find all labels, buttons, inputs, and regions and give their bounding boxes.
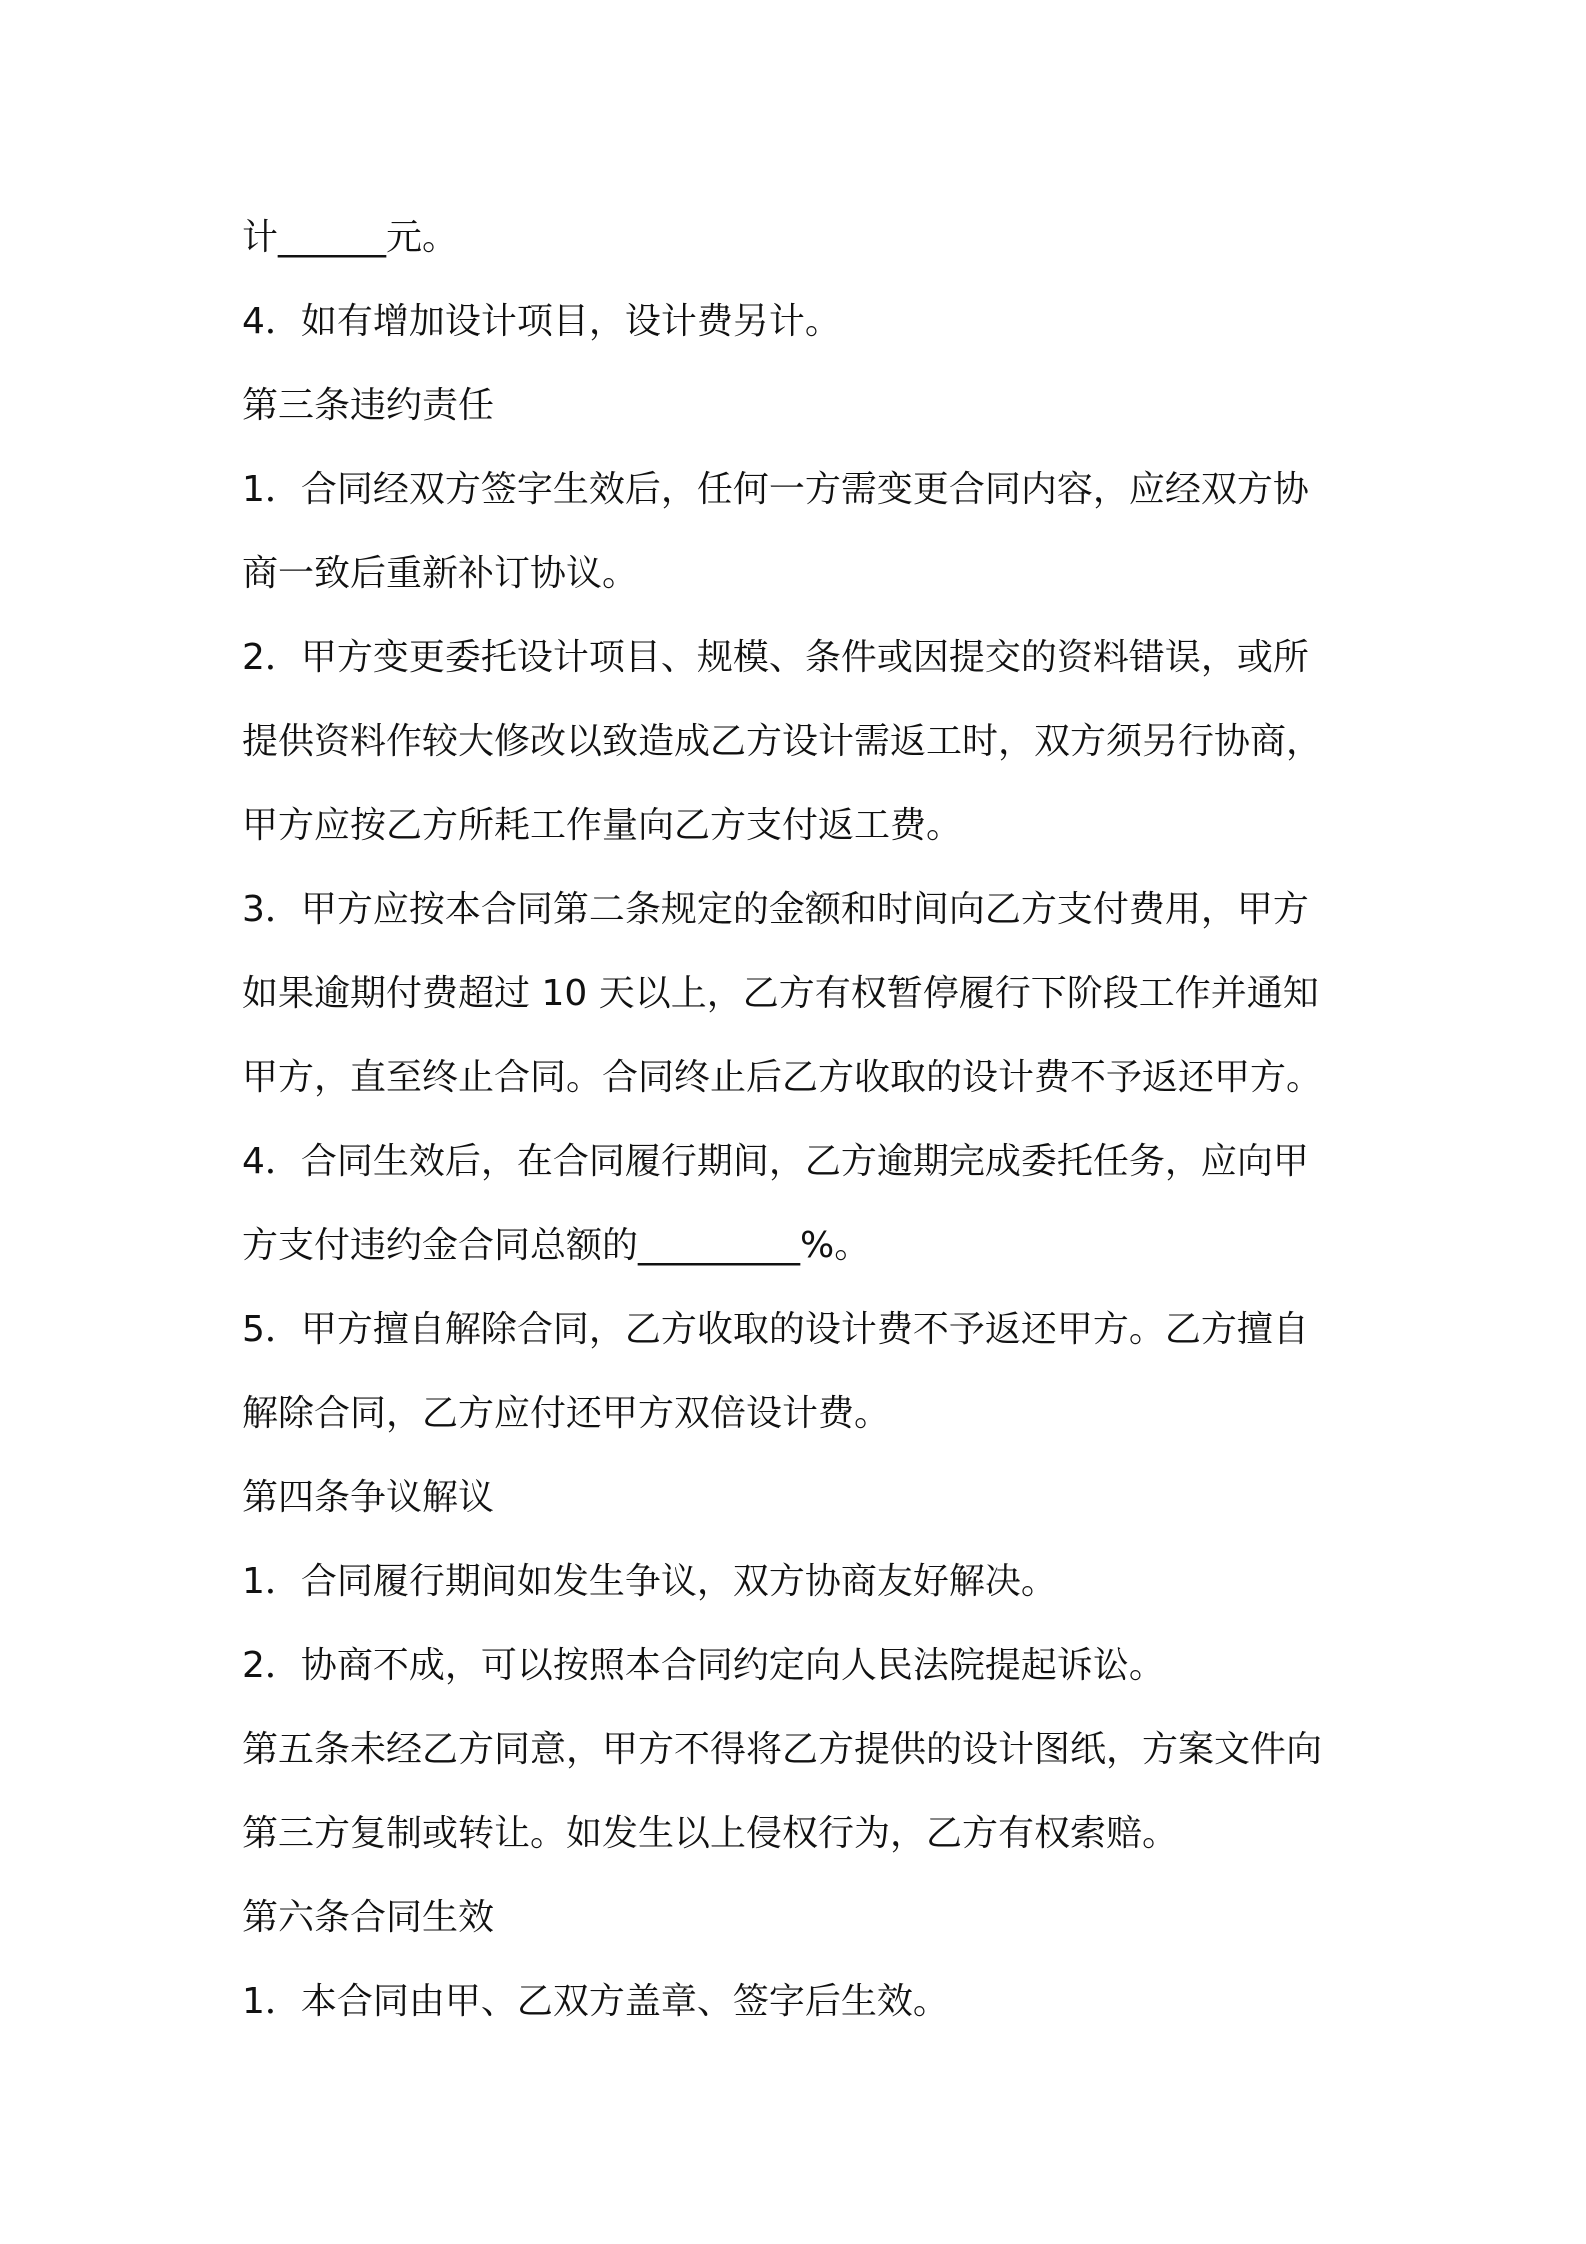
text-line: 甲方，直至终止合同。合同终止后乙方收取的设计费不予返还甲方。 [242,1057,1323,1098]
text-line: 商一致后重新补订协议。 [242,553,639,594]
text-line: 4．如有增加设计项目，设计费另计。 [242,301,841,342]
text-line: 1．本合同由甲、乙双方盖章、签字后生效。 [242,1981,949,2022]
text-line: 计______元。 [242,217,459,258]
section-heading: 第六条合同生效 [242,1897,495,1938]
text-line: 解除合同，乙方应付还甲方双倍设计费。 [242,1393,891,1434]
text-line: 甲方应按乙方所耗工作量向乙方支付返工费。 [242,805,963,846]
text-line: 如果逾期付费超过 10 天以上，乙方有权暂停履行下阶段工作并通知 [242,973,1319,1014]
text-line: 2．协商不成，可以按照本合同约定向人民法院提起诉讼。 [242,1645,1165,1686]
text-line: 1．合同履行期间如发生争议，双方协商友好解决。 [242,1561,1057,1602]
section-heading: 第三条违约责任 [242,385,495,426]
text-line: 1．合同经双方签字生效后，任何一方需变更合同内容，应经双方协 [242,469,1309,510]
text-line: 2．甲方变更委托设计项目、规模、条件或因提交的资料错误，或所 [242,637,1309,678]
section-heading: 第四条争议解议 [242,1477,495,1518]
text-line: 方支付违约金合同总额的_________%。 [242,1225,871,1266]
text-line: 4．合同生效后，在合同履行期间，乙方逾期完成委托任务，应向甲 [242,1141,1309,1182]
text-line: 第五条未经乙方同意，甲方不得将乙方提供的设计图纸，方案文件向 [242,1729,1323,1770]
text-line: 第三方复制或转让。如发生以上侵权行为，乙方有权索赔。 [242,1813,1179,1854]
document-body [242,196,1354,2044]
text-line: 提供资料作较大修改以致造成乙方设计需返工时，双方须另行协商， [242,721,1323,762]
text-line: 3．甲方应按本合同第二条规定的金额和时间向乙方支付费用，甲方 [242,889,1309,930]
text-line: 5．甲方擅自解除合同，乙方收取的设计费不予返还甲方。乙方擅自 [242,1309,1309,1350]
